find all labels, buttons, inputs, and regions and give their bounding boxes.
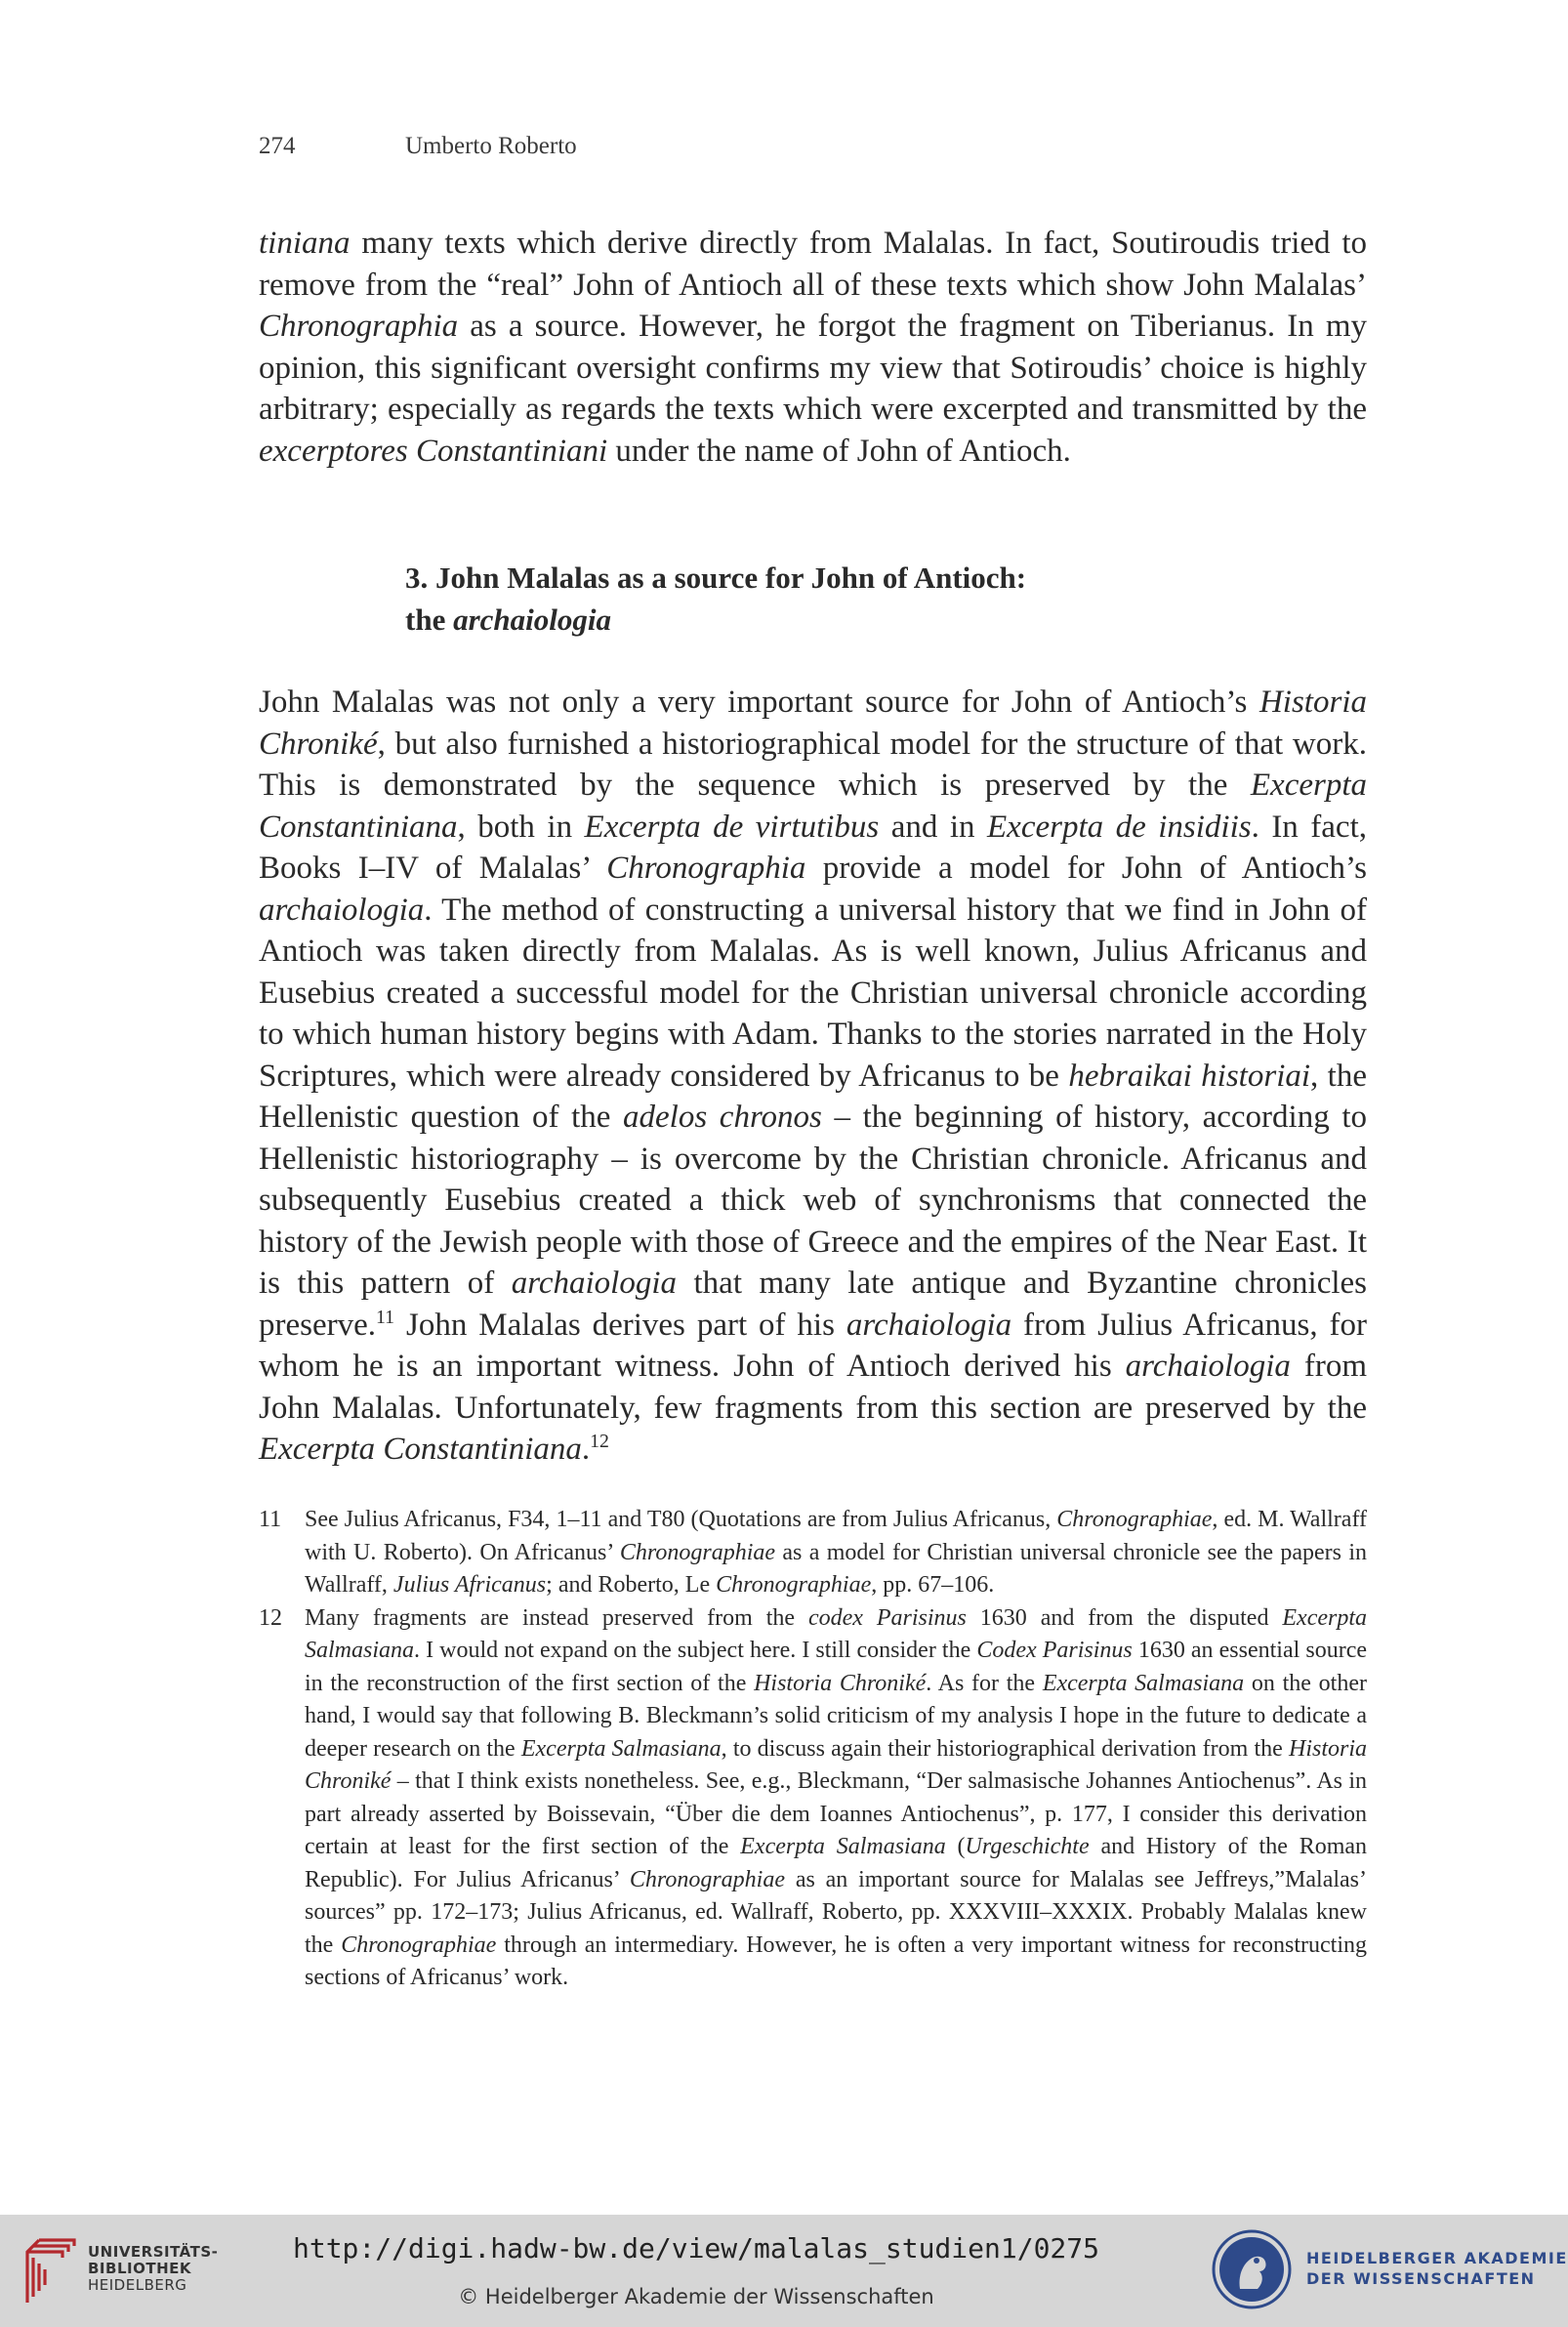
main-text: John Malalas was not only a very important source for John of Antioch’s Historia Chroniké, but also furnished a historiographical model for the structure of that work. This is demonstrated by the sequence which is preserved by the Excerpta Constantiniana, both in Excerpta de virtutibus and in Excerpta de insidiis. In fact, Books I–IV of Malalas’ Chronographia provide a model for John of Antioch’s archaiologia. The method of constructing a universal history that we find in John of Antioch was taken directly from Malalas. As is well known, Julius Africanus and Eusebius created a successful model for the Christian universal chronicle according to which human history begins with Adam. Thanks to the stories narrated in the Holy Scriptures, which were already considered by Africanus to be hebraikai historiai, the Hellenistic question of the adelos chronos – the beginning of history, according to Hellenistic historiography – is overcome by the Christian chronicle. Africanus and subsequently Eusebius created a thick web of synchronisms that connected the history of the Jewish people with those of Greece and the empires of the Near East. It is this pattern of archaiologia that many late antique and Byzantine chronicles preserve.$^{11}$ John Malalas derives part of his archaiologia from Julius Africanus, for whom he is an important witness. John of Antioch derived his archaiologia from John Malalas. Unfortunately, few fragments from this section are preserved by the Excerpta Constantiniana.$^{12}$	[259, 685, 1367, 1467]
hadw-line1: HEIDELBERGER AKADEMIE	[1306, 2249, 1568, 2267]
footnote-number: 12	[259, 1604, 282, 1631]
section-heading-line2	[405, 599, 1026, 641]
heading-italic-term: archaiologia	[453, 603, 611, 637]
footnote-text: See Julius Africanus, F34, 1–11 and T80 (Quotations are from Julius Africanus, Chronographiae, ed. M. Wallraff with U. Roberto). On Africanus’ Chronographiae as a model for Christian universal chronicle see the papers in Wallraff, Julius Africanus; and Roberto, Le Chronographiae, pp. 67–106.	[305, 1507, 1367, 1598]
heading-prefix: the	[405, 603, 446, 637]
footnote-text: Many fragments are instead preserved from the codex Parisinus 1630 and from the disputed Excerpta Salmasiana. I would not expand on the subject here. I still consider the Codex Parisinus 1630 an essential source in the reconstruction of the first section of the Historia Chroniké. As for the Excerpta Salmasiana on the other hand, I would say that following B. Bleckmann’s solid criticism of my analysis I hope in the future to dedicate a deeper research on the Excerpta Salmasiana, to discuss again their historiographical derivation from the Historia Chroniké – that I think exists nonetheless. See, e.g., Bleckmann, “Der salmasische Johannes Antiochenus”. As in part already asserted by Boissevain, “Über die dem Ioannes Antiochenus”, p. 177, I consider this derivation certain at least for the first section of the Excerpta Salmasiana (Urgeschichte and History of the Roman Republic). For Julius Africanus’ Chronographiae as an important source for Malalas see Jeffreys,”Malalas’ sources” pp. 172–173; Julius Africanus, ed. Wallraff, Roberto, pp. XXXVIII–XXXIX. Probably Malalas knew the Chronographiae through an intermediary. However, he is often a very important witness for reconstructing sections of Africanus’ work.	[305, 1604, 1368, 1990]
ub-line3: HEIDELBERG	[88, 2276, 187, 2294]
author-name: Umberto Roberto	[405, 133, 577, 159]
copyright-notice: © Heidelberger Akademie der Wissenschaften	[458, 2285, 934, 2308]
ub-line1: UNIVERSITÄTS-	[88, 2243, 219, 2261]
academy-wordmark	[1306, 2248, 1568, 2289]
main-paragraph	[259, 682, 1367, 1471]
footnotes	[259, 1504, 1367, 1995]
intro-text: tiniana many texts which derive directly from Malalas. In fact, Soutiroudis tried to remove from the “real” John of Antioch all of these texts which show John Malalas’ Chronographia as a source. However, he forgot the fragment on Tiberianus. In my opinion, this significant oversight confirms my view that Sotiroudis’ choice is highly arbitrary; especially as regards the texts which were excerpted and transmitted by the excerptores Constantiniani under the name of John of Antioch.	[259, 226, 1367, 469]
academy-seal-icon	[1211, 2228, 1293, 2310]
section-heading	[405, 557, 1026, 641]
footnote-12	[259, 1602, 1367, 1995]
ub-line2: BIBLIOTHEK	[88, 2260, 191, 2277]
section-heading-line1: 3. John Malalas as a source for John of Antioch:	[405, 561, 1027, 595]
digitization-footer	[0, 2215, 1568, 2327]
page-number: 274	[259, 133, 296, 159]
footnote-11	[259, 1504, 1367, 1602]
footnote-number: 11	[259, 1507, 282, 1532]
running-head	[259, 133, 577, 160]
source-url-link[interactable]: http://digi.hadw-bw.de/view/malalas_studien1/0275	[292, 2232, 1099, 2265]
intro-paragraph	[259, 223, 1367, 472]
hadw-line2: DER WISSENSCHAFTEN	[1306, 2269, 1536, 2288]
